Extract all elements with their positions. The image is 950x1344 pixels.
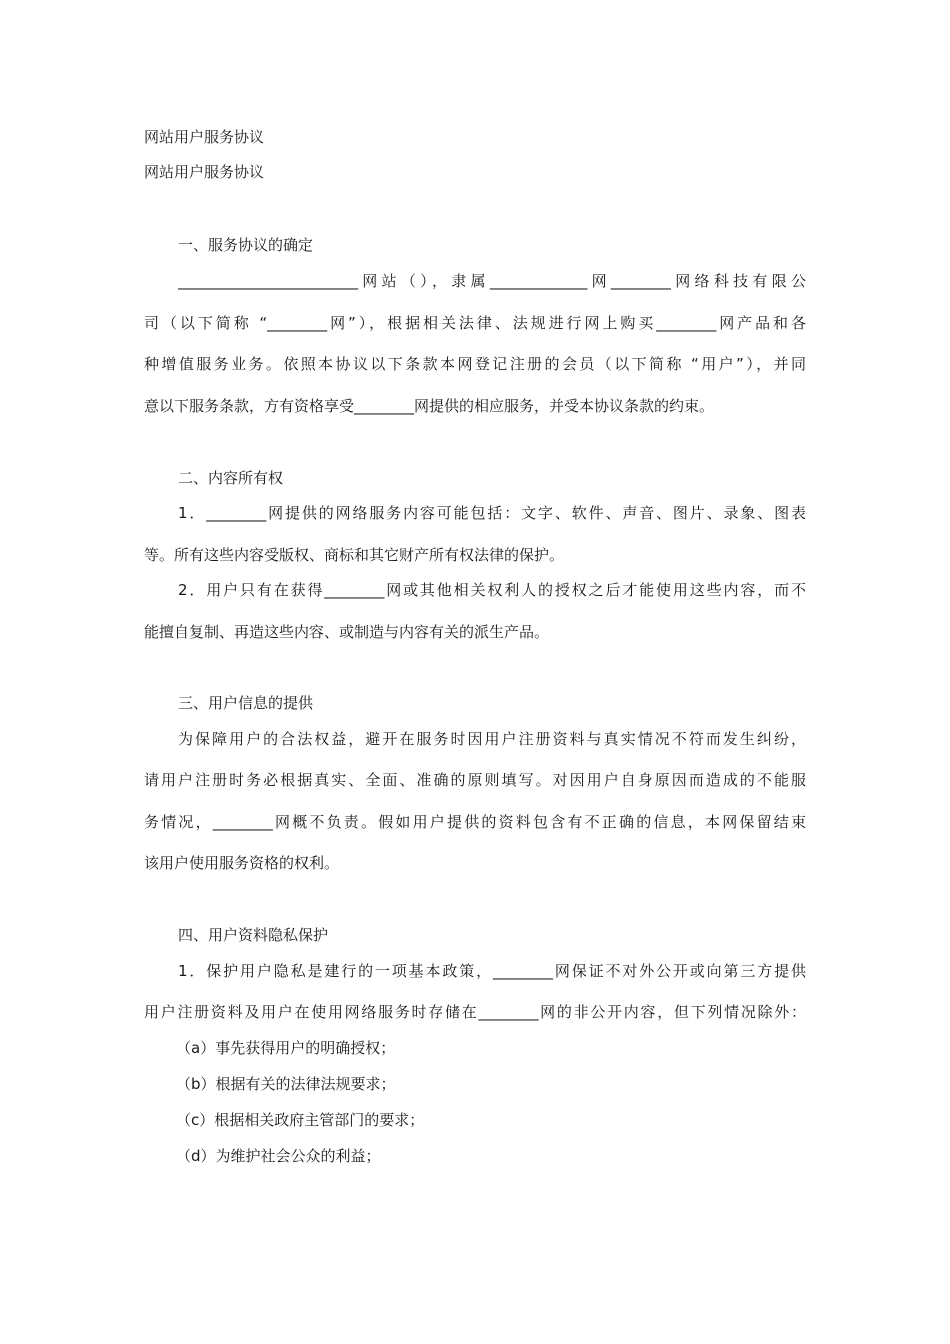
section-2-heading: 二、内容所有权 [178, 469, 284, 487]
section-2-item-1-line-1: 1．________网提供的网络服务内容可能包括：文字、软件、声音、图片、录象、图表 [178, 504, 806, 522]
section-1-line-2: 司（以下简称 “________网”），根据相关法律、法规进行网上购买________网产品和各 [144, 314, 806, 332]
section-4-line-1: 1．保护用户隐私是建行的一项基本政策，________网保证不对外公开或向第三方提供 [178, 962, 806, 980]
section-3-line-3: 务情况，________网概不负责。假如用户提供的资料包含有不正确的信息，本网保留结束 [144, 813, 806, 831]
section-2-item-2-line-2: 能擅自复制、再造这些内容、或制造与内容有关的派生产品。 [144, 623, 550, 641]
list-item: （a）事先获得用户的明确授权； [176, 1039, 396, 1057]
section-1-line-3: 种增值服务业务。依照本协议以下条款本网登记注册的会员（以下简称 “用户”），并同 [144, 355, 806, 373]
section-1-heading: 一、服务协议的确定 [178, 236, 314, 254]
document-title: 网站用户服务协议 [144, 128, 265, 146]
section-1-line-4: 意以下服务条款，方有资格享受________网提供的相应服务，并受本协议条款的约束。 [144, 397, 715, 415]
section-1-line-1: ________________________网站（），隶属_____________网________网络科技有限公 [178, 272, 806, 290]
list-item: （d）为维护社会公众的利益； [176, 1147, 381, 1165]
list-item: （b）根据有关的法律法规要求； [176, 1075, 396, 1093]
section-2-item-2-line-1: 2．用户只有在获得________网或其他相关权利人的授权之后才能使用这些内容，而不 [178, 581, 806, 599]
document-title-repeat: 网站用户服务协议 [144, 163, 265, 181]
section-3-heading: 三、用户信息的提供 [178, 694, 314, 712]
list-item: （c）根据相关政府主管部门的要求； [176, 1111, 425, 1129]
section-4-line-2: 用户注册资料及用户在使用网络服务时存储在________网的非公开内容，但下列情况除外： [144, 1003, 806, 1021]
section-3-line-2: 请用户注册时务必根据真实、全面、准确的原则填写。对因用户自身原因而造成的不能服 [144, 771, 806, 789]
section-3-line-1: 为保障用户的合法权益，避开在服务时因用户注册资料与真实情况不符而发生纠纷， [178, 730, 806, 748]
section-4-heading: 四、用户资料隐私保护 [178, 926, 329, 944]
section-3-line-4: 该用户使用服务资格的权利。 [144, 854, 340, 872]
section-2-item-1-line-2: 等。所有这些内容受版权、商标和其它财产所有权法律的保护。 [144, 546, 565, 564]
